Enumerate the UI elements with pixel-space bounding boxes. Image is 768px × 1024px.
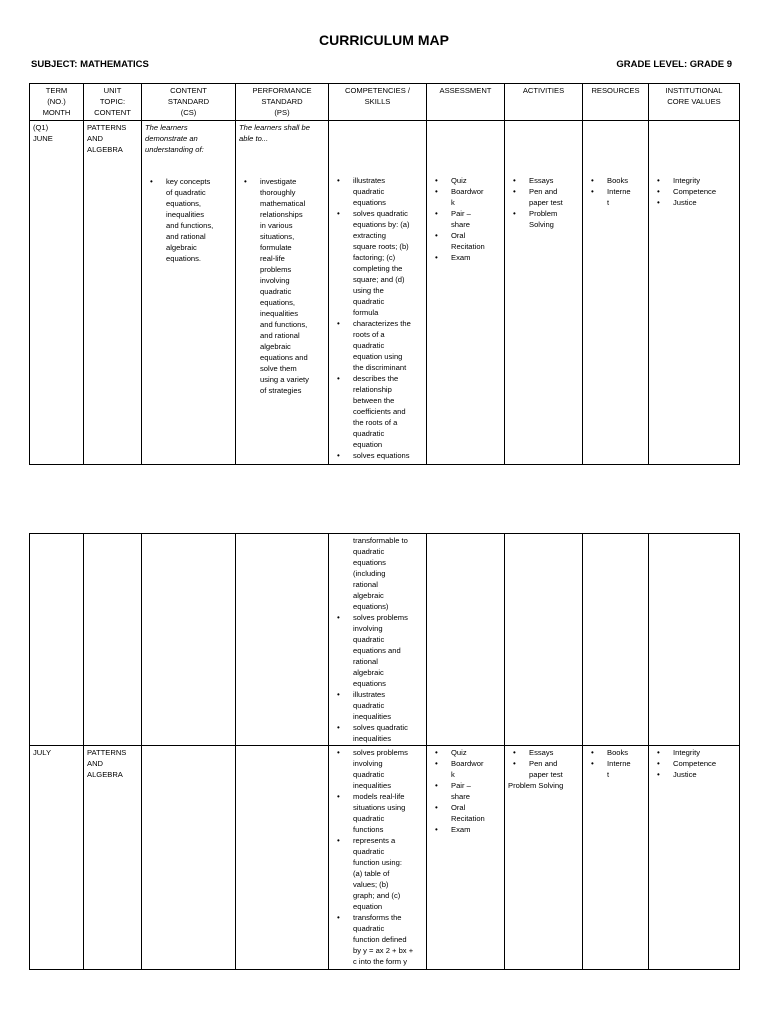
list-item: • solves problems involving quadratic inequalities [332, 747, 423, 791]
header-core-values: INSTITUTIONAL CORE VALUES [649, 84, 740, 121]
core-values-cell [649, 534, 740, 746]
list-item: • illustrates quadratic inequalities [332, 689, 423, 722]
term-cell: JULY [30, 746, 84, 970]
core-values-list [652, 175, 736, 208]
competencies-cell [329, 746, 427, 970]
header-competencies: COMPETENCIES / SKILLS [329, 84, 427, 121]
list-item: • characterizes the roots of a quadratic equation using the discriminant [332, 318, 423, 373]
list-item: • Oral Recitation [430, 230, 501, 252]
table-row-june [30, 121, 740, 465]
list-item: • solves problems involving quadratic equations and rational algebraic equations [332, 612, 423, 689]
activities-list [508, 747, 579, 780]
unit-topic-cell: PATTERNS AND ALGEBRA [84, 746, 142, 970]
list-item: • Competence [652, 758, 736, 769]
list-item: • Boardwor k [430, 186, 501, 208]
list-item: • Essays [508, 747, 579, 758]
content-standard-cell [142, 746, 236, 970]
competencies-cell [329, 534, 427, 746]
performance-standard-list [239, 176, 325, 396]
list-item: • Justice [652, 769, 736, 780]
list-item: • investigate thoroughly mathematical relationships in various situations, formulate real-life problems involving quadratic equations, inequalities and functions, and rational algebraic equations and solve them using a variety of strategies [239, 176, 325, 396]
performance-standard-cell [236, 746, 329, 970]
list-item: • Competence [652, 186, 736, 197]
list-item: • solves quadratic equations by: (a) extracting square roots; (b) factoring; (c) completing the square; and (d) using the quadratic formula [332, 208, 423, 318]
list-item: • key concepts of quadratic equations, inequalities and functions, and rational algebraic equations. [145, 176, 232, 264]
resources-cell [583, 746, 649, 970]
resources-cell [583, 121, 649, 465]
unit-topic-cell [84, 534, 142, 746]
header-term: TERM (NO.) MONTH [30, 84, 84, 121]
table-row-continued [30, 534, 740, 746]
competencies-list [332, 175, 423, 461]
list-item: • models real-life situations using quadratic functions [332, 791, 423, 835]
list-item: • Problem Solving [508, 208, 579, 230]
header-content-standard: CONTENT STANDARD (CS) [142, 84, 236, 121]
grade-level-label: GRADE LEVEL: GRADE 9 [616, 59, 732, 70]
competencies-list [332, 747, 423, 967]
header-activities: ACTIVITIES [505, 84, 583, 121]
list-item: • Boardwor k [430, 758, 501, 780]
activities-cell [505, 121, 583, 465]
content-standard-cell [142, 121, 236, 465]
list-item: • Oral Recitation [430, 802, 501, 824]
list-item: • Books [586, 175, 645, 186]
list-item: • Essays [508, 175, 579, 186]
activities-cell [505, 534, 583, 746]
list-item: • Exam [430, 824, 501, 835]
list-item: • Quiz [430, 175, 501, 186]
list-item: • Integrity [652, 175, 736, 186]
core-values-cell [649, 121, 740, 465]
resources-list [586, 175, 645, 208]
list-item: • solves equations [332, 450, 423, 461]
performance-standard-cell [236, 534, 329, 746]
performance-standard-cell [236, 121, 329, 465]
assessment-cell [427, 746, 505, 970]
list-item: • describes the relationship between the coefficients and the roots of a quadratic equation [332, 373, 423, 450]
list-item: • Pair – share [430, 780, 501, 802]
resources-list [586, 747, 645, 780]
list-item: • Interne t [586, 758, 645, 780]
curriculum-table-page-1 [29, 83, 740, 465]
header-unit-topic: UNIT TOPIC: CONTENT [84, 84, 142, 121]
content-standard-intro: The learners demonstrate an understanding of: [145, 123, 204, 154]
list-item: • Pair – share [430, 208, 501, 230]
header-resources: RESOURCES [583, 84, 649, 121]
competencies-list [332, 612, 423, 744]
activities-cell [505, 746, 583, 970]
list-item: • Pen and paper test [508, 758, 579, 780]
list-item: • Justice [652, 197, 736, 208]
activities-extra-text: Problem Solving [508, 781, 564, 790]
assessment-cell [427, 534, 505, 746]
list-item: • Books [586, 747, 645, 758]
performance-standard-intro: The learners shall be able to... [239, 123, 310, 143]
subject-label: SUBJECT: MATHEMATICS [31, 59, 149, 70]
list-item: • represents a quadratic function using: (a) table of values; (b) graph; and (c) equation [332, 835, 423, 912]
unit-topic-cell: PATTERNS AND ALGEBRA [84, 121, 142, 465]
curriculum-table-page-2 [29, 533, 740, 970]
resources-cell [583, 534, 649, 746]
content-standard-list [145, 176, 232, 264]
term-cell: (Q1) JUNE [30, 121, 84, 465]
document-title: CURRICULUM MAP [319, 32, 449, 48]
assessment-list [430, 747, 501, 835]
list-item: • illustrates quadratic equations [332, 175, 423, 208]
list-item: • Exam [430, 252, 501, 263]
header-row [30, 84, 740, 121]
list-item: • solves quadratic inequalities [332, 722, 423, 744]
list-item: • transforms the quadratic function defined by y = ax 2 + bx + c into the form y [332, 912, 423, 967]
table-row-july [30, 746, 740, 970]
assessment-list [430, 175, 501, 263]
header-performance-standard: PERFORMANCE STANDARD (PS) [236, 84, 329, 121]
content-standard-cell [142, 534, 236, 746]
list-item: • Interne t [586, 186, 645, 208]
list-item: • Integrity [652, 747, 736, 758]
header-assessment: ASSESSMENT [427, 84, 505, 121]
assessment-cell [427, 121, 505, 465]
competencies-cell [329, 121, 427, 465]
activities-list [508, 175, 579, 230]
list-item: • Quiz [430, 747, 501, 758]
list-item: • Pen and paper test [508, 186, 579, 208]
core-values-list [652, 747, 736, 780]
core-values-cell [649, 746, 740, 970]
competency-continued-text: transformable to quadratic equations (including rational algebraic equations) [353, 536, 408, 611]
term-cell [30, 534, 84, 746]
